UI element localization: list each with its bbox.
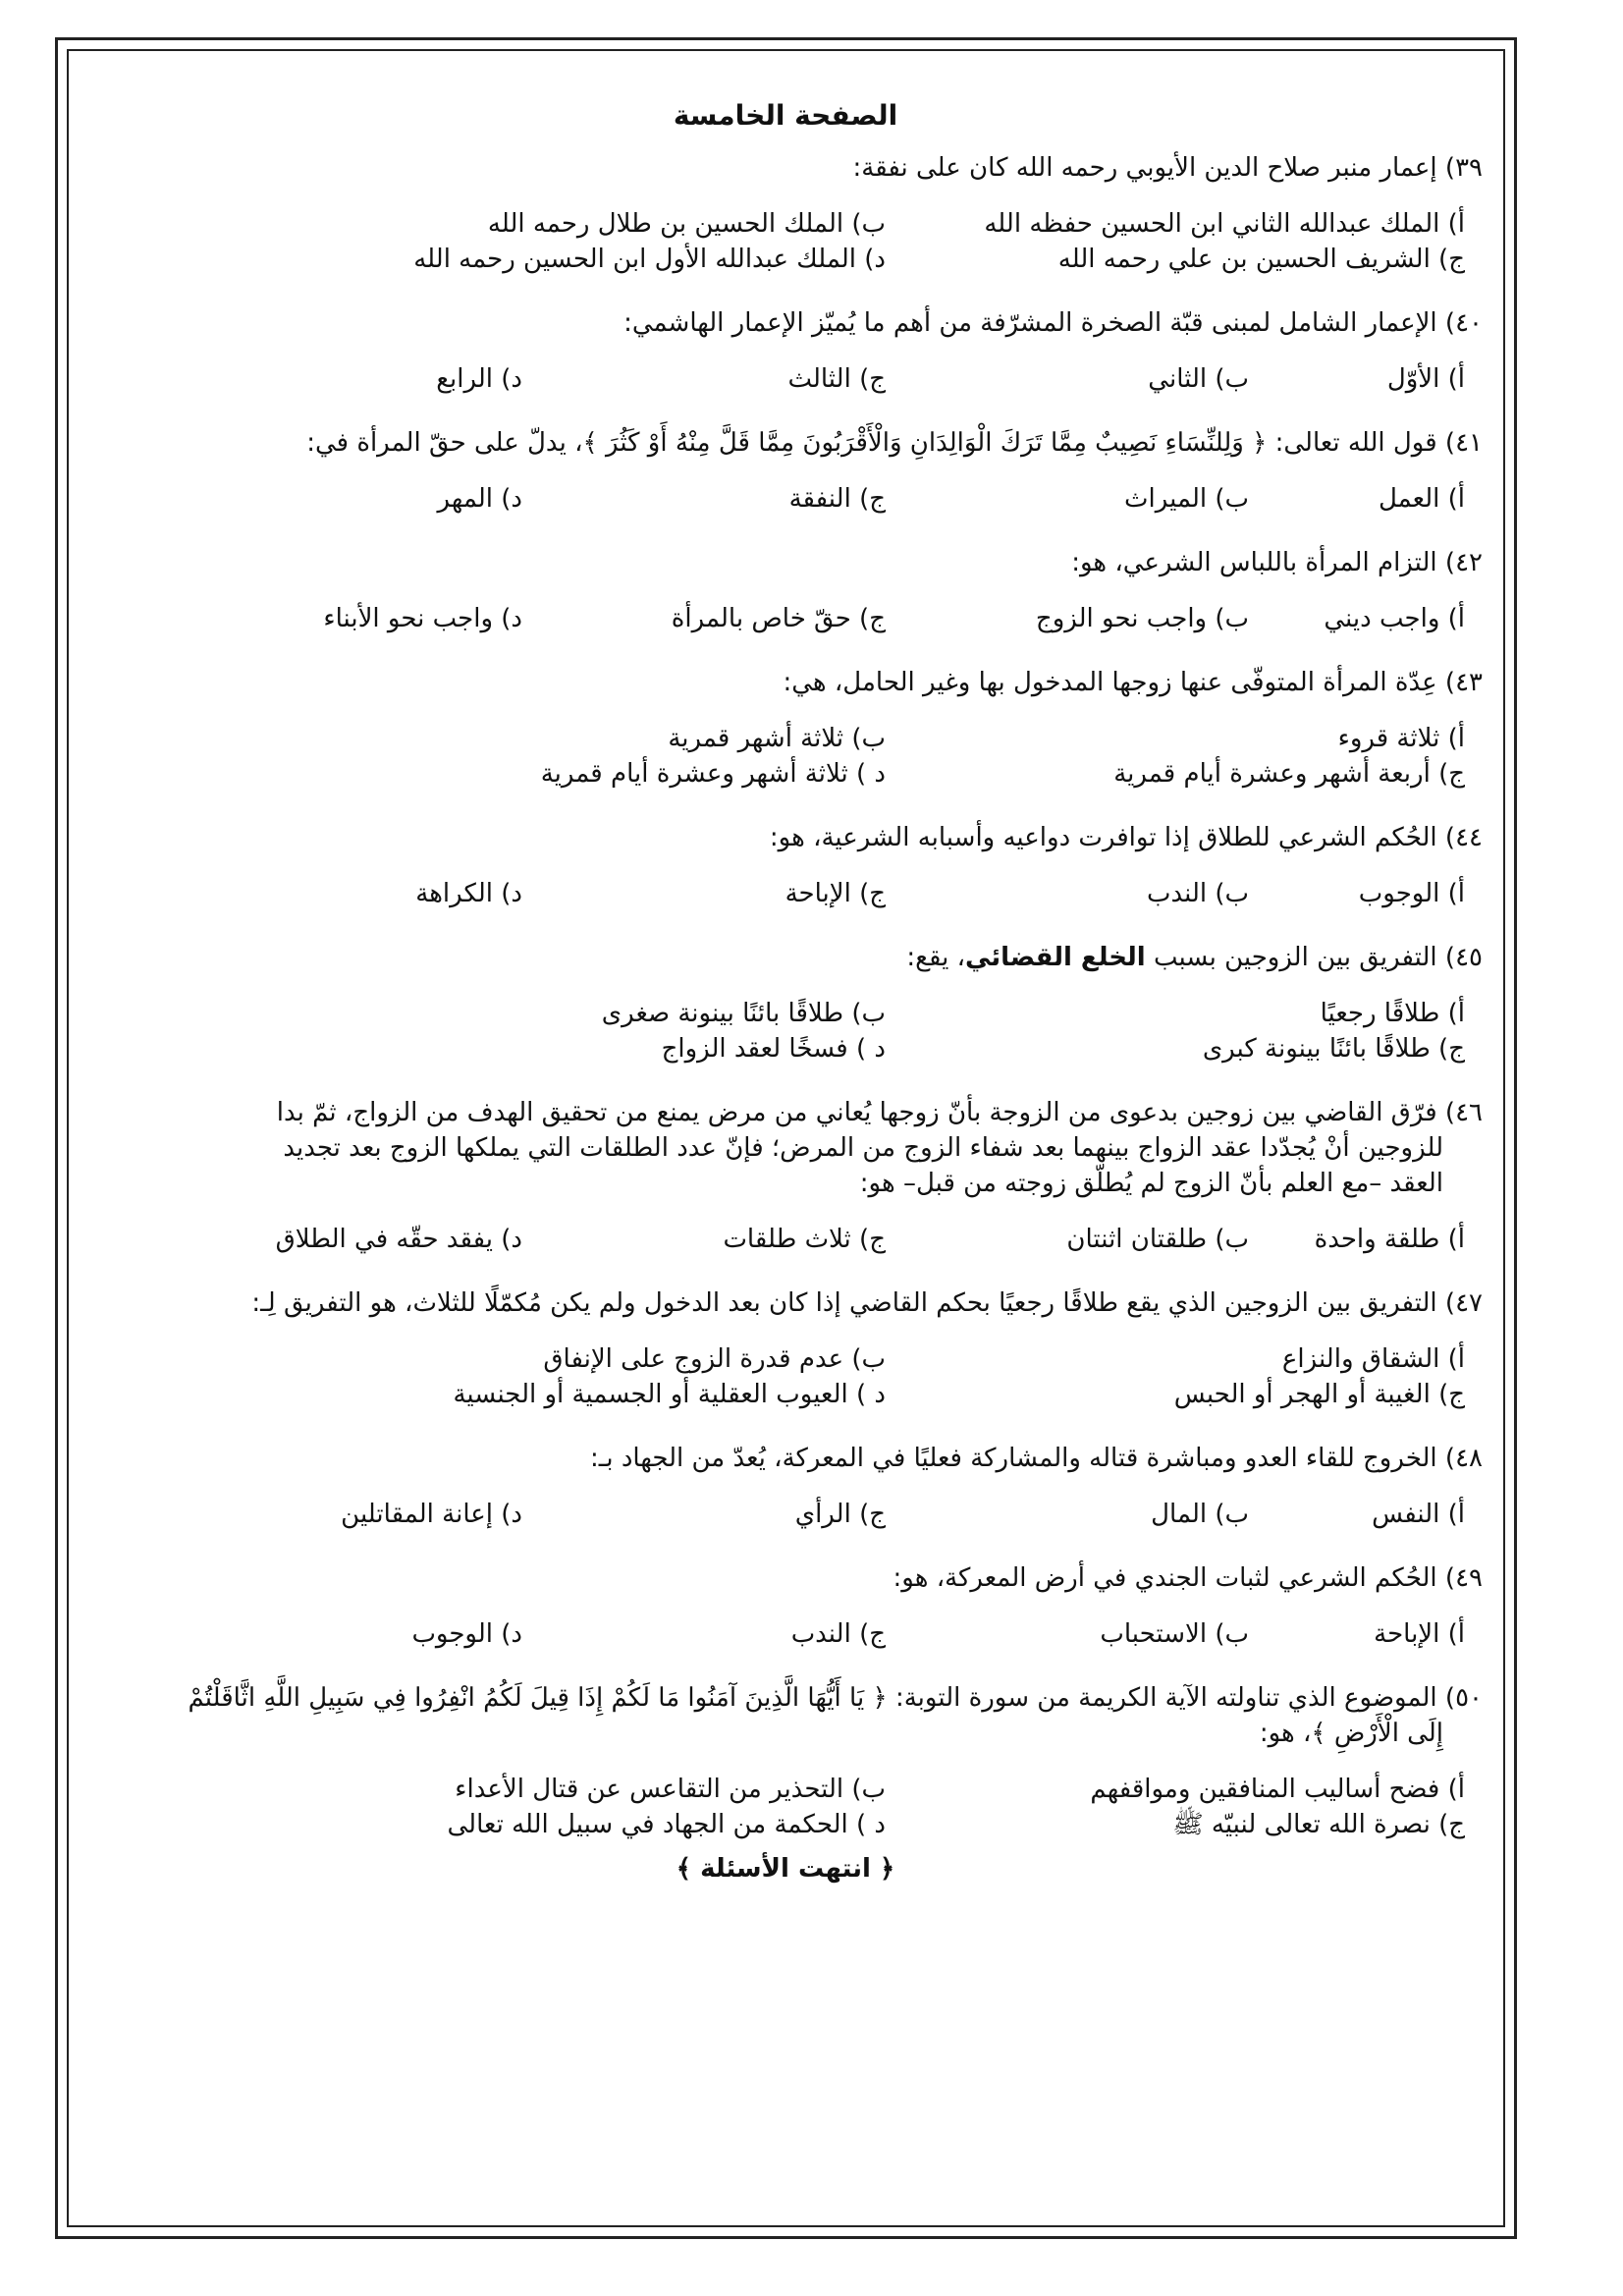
option-b[interactable]: ب) الندب: [1147, 879, 1249, 908]
question-49: [88, 1549, 1483, 1610]
options-49: [88, 1610, 1483, 1668]
option-b[interactable]: ب) الثاني: [1148, 364, 1249, 394]
question-text-line-3: العقد –مع العلم بأنّ الزوج لم يُطلّق زوجته من قبل– هو:: [859, 1169, 1443, 1198]
option-c[interactable]: ج) الغيبة أو الهجر أو الحبس: [1173, 1380, 1465, 1409]
question-text: التزام المرأة باللباس الشرعي، هو:: [1071, 548, 1437, 577]
question-41: [88, 413, 1483, 474]
option-b[interactable]: ب) ثلاثة أشهر قمرية: [668, 724, 886, 753]
options-45: [88, 989, 1483, 1083]
question-text: الخروج للقاء العدو ومباشرة قتاله والمشاركة فعليًا في المعركة، يُعدّ من الجهاد بـ:: [589, 1444, 1437, 1473]
option-a[interactable]: أ) واجب ديني: [1324, 604, 1465, 633]
question-text: إعمار منبر صلاح الدين الأيوبي رحمه الله كان على نفقة:: [852, 153, 1437, 183]
option-a[interactable]: أ) الوجوب: [1358, 879, 1465, 908]
option-c[interactable]: ج) الثالث: [787, 364, 886, 394]
option-b[interactable]: ب) واجب نحو الزوج: [1035, 604, 1249, 633]
option-b[interactable]: ب) طلقتان اثنتان: [1066, 1225, 1249, 1254]
option-d[interactable]: د) يفقد حقّه في الطلاق: [275, 1225, 522, 1254]
end-of-questions-note: ﴿ انتهت الأسئلة ﴾: [676, 1854, 895, 1884]
option-b[interactable]: ب) الميراث: [1124, 484, 1249, 514]
option-b[interactable]: ب) عدم قدرة الزوج على الإنفاق: [543, 1344, 886, 1374]
options-44: [88, 869, 1483, 928]
question-text-line-2: للزوجين أنْ يُجدّدا عقد الزواج بينهما بعد شفاء الزوج من المرض؛ فإنّ عدد الطلقات التي يملكها الزوج بعد تجديد: [283, 1133, 1443, 1163]
question-42: [88, 533, 1483, 594]
question-text-line-1: فرّق القاضي بين زوجين بدعوى من الزوجة بأنّ زوجها يُعاني من مرض يمنع من تحقيق الهدف من الزواج، ثمّ بدا: [276, 1098, 1437, 1127]
question-line-2: [88, 1716, 1483, 1751]
option-d[interactable]: د) الكراهة: [415, 879, 522, 908]
options-46: [88, 1215, 1483, 1274]
option-a[interactable]: أ) طلاقًا رجعيًا: [1320, 999, 1465, 1028]
option-a[interactable]: أ) الأوّل: [1386, 364, 1465, 394]
options-50: [88, 1765, 1483, 1859]
question-text-after: ﴾، يدلّ على حقّ المرأة في:: [306, 428, 606, 458]
question-number: ٣٩): [1444, 153, 1483, 183]
quran-verse: وَلِلنِّسَاءِ نَصِيبٌ مِمَّا تَرَكَ الْوَالِدَانِ وَالْأَقْرَبُونَ مِمَّا قَلَّ مِنْهُ أَوْ كَثُرَ: [605, 428, 1244, 458]
option-d[interactable]: د) الرابع: [436, 364, 522, 394]
question-45: [88, 928, 1483, 989]
question-39: [88, 138, 1483, 199]
question-text-before: الموضوع الذي تناولته الآية الكريمة من سورة التوبة: ﴿: [864, 1683, 1437, 1713]
option-b[interactable]: ب) طلاقًا بائنًا بينونة صغرى: [601, 999, 886, 1028]
option-c[interactable]: ج) طلاقًا بائنًا بينونة كبرى: [1202, 1034, 1465, 1064]
option-b[interactable]: ب) الملك الحسين بن طلال رحمه الله: [487, 209, 886, 239]
question-text-after: ﴾، هو:: [1259, 1719, 1334, 1748]
option-d[interactable]: د) واجب نحو الأبناء: [323, 604, 522, 633]
option-c[interactable]: ج) أربعة أشهر وعشرة أيام قمرية: [1113, 759, 1465, 789]
question-text-before: التفريق بين الزوجين بسبب: [1145, 943, 1437, 972]
question-number: ٤٥): [1444, 943, 1483, 972]
option-d[interactable]: د) الملك عبدالله الأول ابن الحسين رحمه الله: [413, 245, 886, 274]
question-number: ٤٩): [1444, 1563, 1483, 1593]
option-a[interactable]: أ) الإباحة: [1374, 1619, 1465, 1649]
options-43: [88, 714, 1483, 808]
option-d[interactable]: د) إعانة المقاتلين: [341, 1500, 522, 1529]
question-48: [88, 1429, 1483, 1490]
question-50: [88, 1668, 1483, 1765]
question-number: ٤١): [1444, 428, 1483, 458]
question-text: الحُكم الشرعي للطلاق إذا توافرت دواعيه وأسبابه الشرعية، هو:: [769, 823, 1437, 852]
options-42: [88, 594, 1483, 653]
exam-content: [88, 93, 1483, 1886]
option-a[interactable]: أ) الشقاق والنزاع: [1281, 1344, 1465, 1374]
question-46: [88, 1083, 1483, 1215]
question-number: ٤٧): [1444, 1288, 1483, 1318]
option-d[interactable]: د ) الحكمة من الجهاد في سبيل الله تعالى: [447, 1810, 886, 1839]
options-48: [88, 1490, 1483, 1549]
option-c[interactable]: ج) الإباحة: [784, 879, 886, 908]
option-c[interactable]: ج) نصرة الله تعالى لنبيّه ﷺ: [1172, 1810, 1465, 1839]
option-c[interactable]: ج) الرأي: [794, 1500, 886, 1529]
question-number: ٥٠): [1444, 1683, 1483, 1713]
page-title: الصفحة الخامسة: [673, 99, 898, 132]
question-number: ٤٤): [1444, 823, 1483, 852]
option-c[interactable]: ج) النفقة: [788, 484, 886, 514]
question-number: ٤٨): [1444, 1444, 1483, 1473]
option-d[interactable]: د ) العيوب العقلية أو الجسمية أو الجنسية: [453, 1380, 886, 1409]
option-c[interactable]: ج) ثلاث طلقات: [723, 1225, 886, 1254]
option-a[interactable]: أ) فضح أساليب المنافقين ومواقفهم: [1090, 1775, 1465, 1804]
option-c[interactable]: ج) حقّ خاص بالمرأة: [671, 604, 886, 633]
quran-verse: يَا أَيُّهَا الَّذِينَ آمَنُوا مَا لَكُمْ إِذَا قِيلَ لَكُمُ انْفِرُوا فِي سَبِيلِ اللَّهِ اثَّاقَلْتُمْ: [188, 1683, 865, 1713]
question-43: [88, 653, 1483, 714]
option-b[interactable]: ب) المال: [1151, 1500, 1249, 1529]
options-40: [88, 355, 1483, 413]
option-a[interactable]: أ) النفس: [1372, 1500, 1465, 1529]
options-41: [88, 474, 1483, 533]
question-line-1: [88, 1095, 1483, 1130]
question-number: ٤٠): [1444, 308, 1483, 338]
question-text: الحُكم الشرعي لثبات الجندي في أرض المعركة، هو:: [893, 1563, 1437, 1593]
question-text: عِدّة المرأة المتوفّى عنها زوجها المدخول بها وغير الحامل، هي:: [783, 668, 1437, 697]
question-number: ٤٦): [1444, 1098, 1483, 1127]
quran-verse-continued: إِلَى الْأَرْضِ: [1333, 1719, 1443, 1748]
options-39: [88, 199, 1483, 294]
question-text-after: ، يقع:: [906, 943, 966, 972]
option-a[interactable]: أ) ثلاثة قروء: [1337, 724, 1465, 753]
option-a[interactable]: أ) العمل: [1378, 484, 1465, 514]
option-d[interactable]: د ) فسخًا لعقد الزواج: [661, 1034, 886, 1064]
option-b[interactable]: ب) التحذير من التقاعس عن قتال الأعداء: [455, 1775, 886, 1804]
option-d[interactable]: د ) ثلاثة أشهر وعشرة أيام قمرية: [540, 759, 886, 789]
question-number: ٤٢): [1444, 548, 1483, 577]
option-c[interactable]: ج) الندب: [790, 1619, 886, 1649]
option-c[interactable]: ج) الشريف الحسين بن علي رحمه الله: [1057, 245, 1465, 274]
question-text-bold: الخلع القضائي: [965, 943, 1146, 972]
options-47: [88, 1335, 1483, 1429]
option-b[interactable]: ب) الاستحباب: [1100, 1619, 1249, 1649]
question-text: التفريق بين الزوجين الذي يقع طلاقًا رجعيًا بحكم القاضي إذا كان بعد الدخول ولم يكن مُكمّلًا للثلاث، هو التفريق لِـ:: [251, 1288, 1437, 1318]
question-line-1: [88, 1680, 1483, 1716]
question-text-before: قول الله تعالى: ﴿: [1243, 428, 1437, 458]
question-40: [88, 294, 1483, 355]
option-a[interactable]: أ) طلقة واحدة: [1314, 1225, 1465, 1254]
option-d[interactable]: د) الوجوب: [411, 1619, 522, 1649]
option-d[interactable]: د) المهر: [437, 484, 522, 514]
option-a[interactable]: أ) الملك عبدالله الثاني ابن الحسين حفظه الله: [984, 209, 1465, 239]
question-text: الإعمار الشامل لمبنى قبّة الصخرة المشرّفة من أهم ما يُميّز الإعمار الهاشمي:: [623, 308, 1437, 338]
question-number: ٤٣): [1444, 668, 1483, 697]
question-44: [88, 808, 1483, 869]
question-47: [88, 1274, 1483, 1335]
